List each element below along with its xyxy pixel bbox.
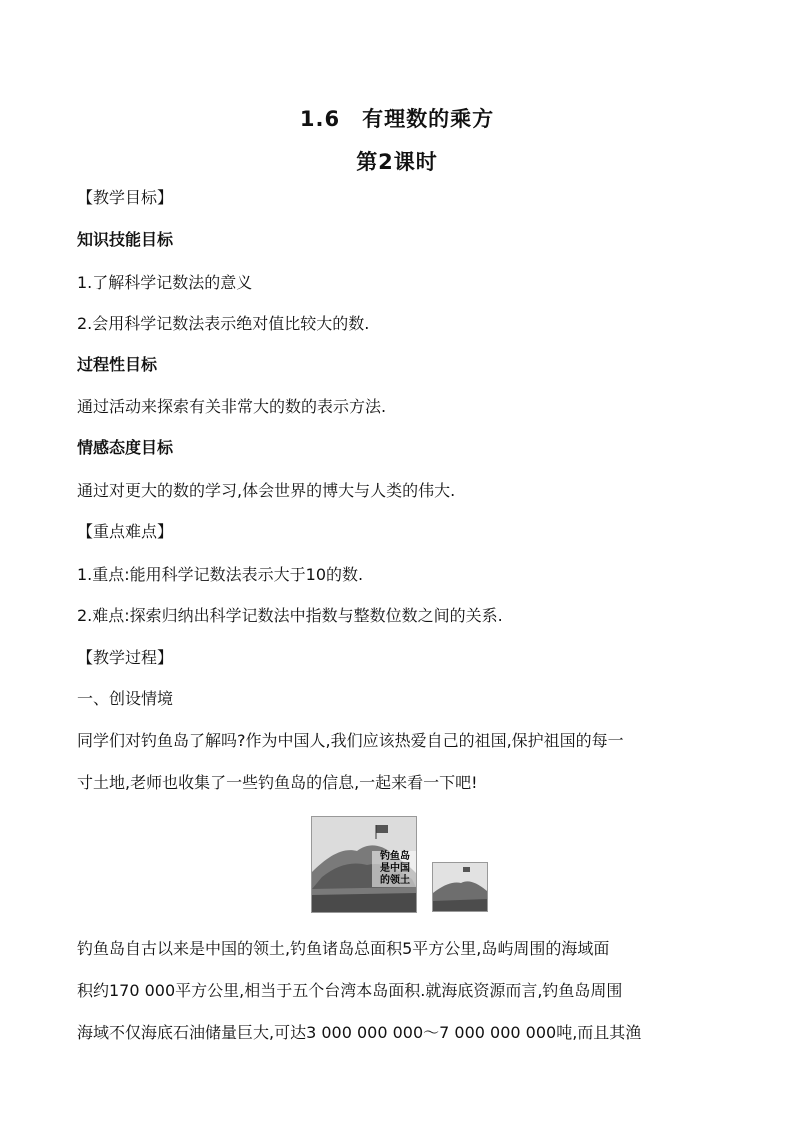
island-thumbnail-illustration	[433, 863, 487, 911]
photo-caption-line: 钓鱼岛	[380, 851, 410, 862]
key-point-item: 2.难点:探索归纳出科学记数法中指数与整数位数之间的关系.	[77, 606, 503, 625]
teaching-process-section-label: 【教学过程】	[77, 648, 174, 667]
lesson-subtitle: 第2课时	[356, 150, 438, 174]
process-text: 通过活动来探索有关非常大的数的表示方法.	[77, 397, 387, 416]
island-thumbnail-photo	[432, 862, 488, 912]
body-paragraph-line: 积约170 000平方公里,相当于五个台湾本岛面积.就海底资源而言,钓鱼岛周围	[77, 981, 623, 1000]
knowledge-item: 1.了解科学记数法的意义	[77, 273, 253, 292]
knowledge-heading: 知识技能目标	[77, 230, 174, 249]
photo-caption	[372, 851, 417, 887]
key-point-item: 1.重点:能用科学记数法表示大于10的数.	[77, 565, 364, 584]
lesson-title: 1.6 有理数的乘方	[299, 107, 495, 131]
photo-caption-line: 是中国	[380, 863, 410, 874]
objectives-section-label: 【教学目标】	[77, 188, 174, 207]
body-paragraph-line: 海域不仅海底石油储量巨大,可达3 000 000 000～7 000 000 000吨,而且其渔	[77, 1023, 642, 1042]
knowledge-item: 2.会用科学记数法表示绝对值比较大的数.	[77, 314, 370, 333]
emotion-heading: 情感态度目标	[77, 438, 174, 457]
photo-caption-line: 的领土	[380, 875, 410, 886]
step-heading: 一、创设情境	[77, 689, 174, 708]
diaoyu-island-photo	[311, 816, 417, 913]
body-paragraph-line: 钓鱼岛自古以来是中国的领土,钓鱼诸岛总面积5平方公里,岛屿周围的海域面	[77, 939, 610, 958]
intro-paragraph-line: 同学们对钓鱼岛了解吗?作为中国人,我们应该热爱自己的祖国,保护祖国的每一	[77, 731, 624, 750]
intro-paragraph-line: 寸土地,老师也收集了一些钓鱼岛的信息,一起来看一下吧!	[77, 773, 478, 792]
emotion-text: 通过对更大的数的学习,体会世界的博大与人类的伟大.	[77, 481, 456, 500]
process-heading: 过程性目标	[77, 355, 158, 374]
key-points-section-label: 【重点难点】	[77, 522, 174, 541]
